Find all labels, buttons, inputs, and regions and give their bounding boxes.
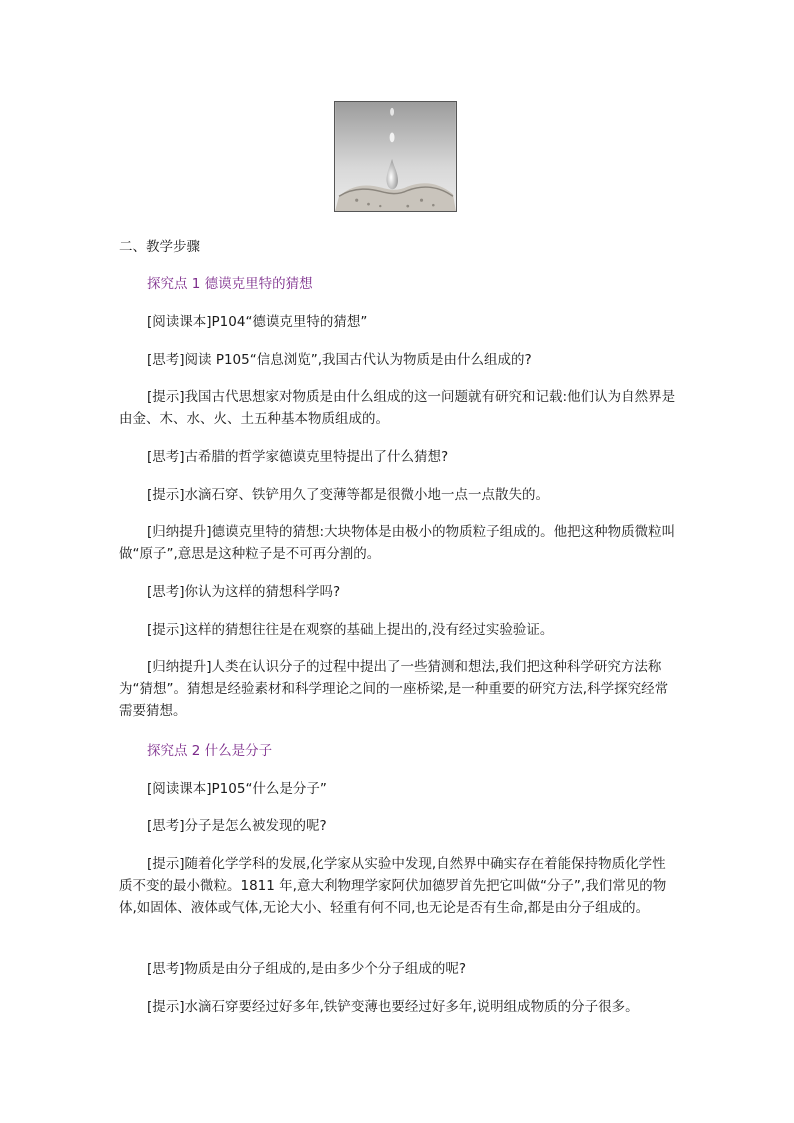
paragraph: [提示]水滴石穿、铁铲用久了变薄等都是很微小地一点一点散失的。 [147, 487, 550, 503]
heading-explore-point-2: 探究点 2 什么是分子 [147, 743, 273, 759]
paragraph: [思考]你认为这样的猜想科学吗? [147, 584, 341, 600]
paragraph: [提示]水滴石穿要经过好多年,铁铲变薄也要经过好多年,说明组成物质的分子很多。 [147, 999, 639, 1015]
water-drop-stone-image [335, 102, 456, 211]
paragraph: [提示]这样的猜想往往是在观察的基础上提出的,没有经过实验验证。 [147, 622, 554, 638]
paragraph: [提示]随着化学学科的发展,化学家从实验中发现,自然界中确实存在着能保持物质化学性质不变的最小微粒。1811 年,意大利物理学家阿伏加德罗首先把它叫做“分子”,我们常见的物体,如固体、液体或气体,无论大小、轻重有何不同,也无论是否有生命,都是由分子组成的。 [119, 856, 667, 916]
water-drop-stone-illustration [334, 101, 457, 212]
paragraph: [归纳提升]德谟克里特的猜想:大块物体是由极小的物质粒子组成的。他把这种物质微粒叫做“原子”,意思是这种粒子是不可再分割的。 [119, 524, 676, 562]
paragraph: [思考]分子是怎么被发现的呢? [147, 818, 327, 834]
paragraph: [归纳提升]人类在认识分子的过程中提出了一些猜测和想法,我们把这种科学研究方法称为“猜想”。猜想是经验素材和科学理论之间的一座桥梁,是一种重要的研究方法,科学探究经常需要猜想。 [119, 659, 669, 719]
paragraph: [阅读课本]P104“德谟克里特的猜想” [147, 314, 368, 330]
paragraph: [提示]我国古代思想家对物质是由什么组成的这一问题就有研究和记载:他们认为自然界是由金、木、水、火、土五种基本物质组成的。 [119, 389, 676, 427]
paragraph: [思考]物质是由分子组成的,是由多少个分子组成的呢? [147, 961, 466, 977]
section-title: 二、教学步骤 [119, 239, 200, 255]
heading-explore-point-1: 探究点 1 德谟克里特的猜想 [147, 276, 313, 292]
paragraph: [思考]阅读 P105“信息浏览”,我国古代认为物质是由什么组成的? [147, 352, 532, 368]
paragraph: [阅读课本]P105“什么是分子” [147, 781, 327, 797]
paragraph: [思考]古希腊的哲学家德谟克里特提出了什么猜想? [147, 449, 449, 465]
